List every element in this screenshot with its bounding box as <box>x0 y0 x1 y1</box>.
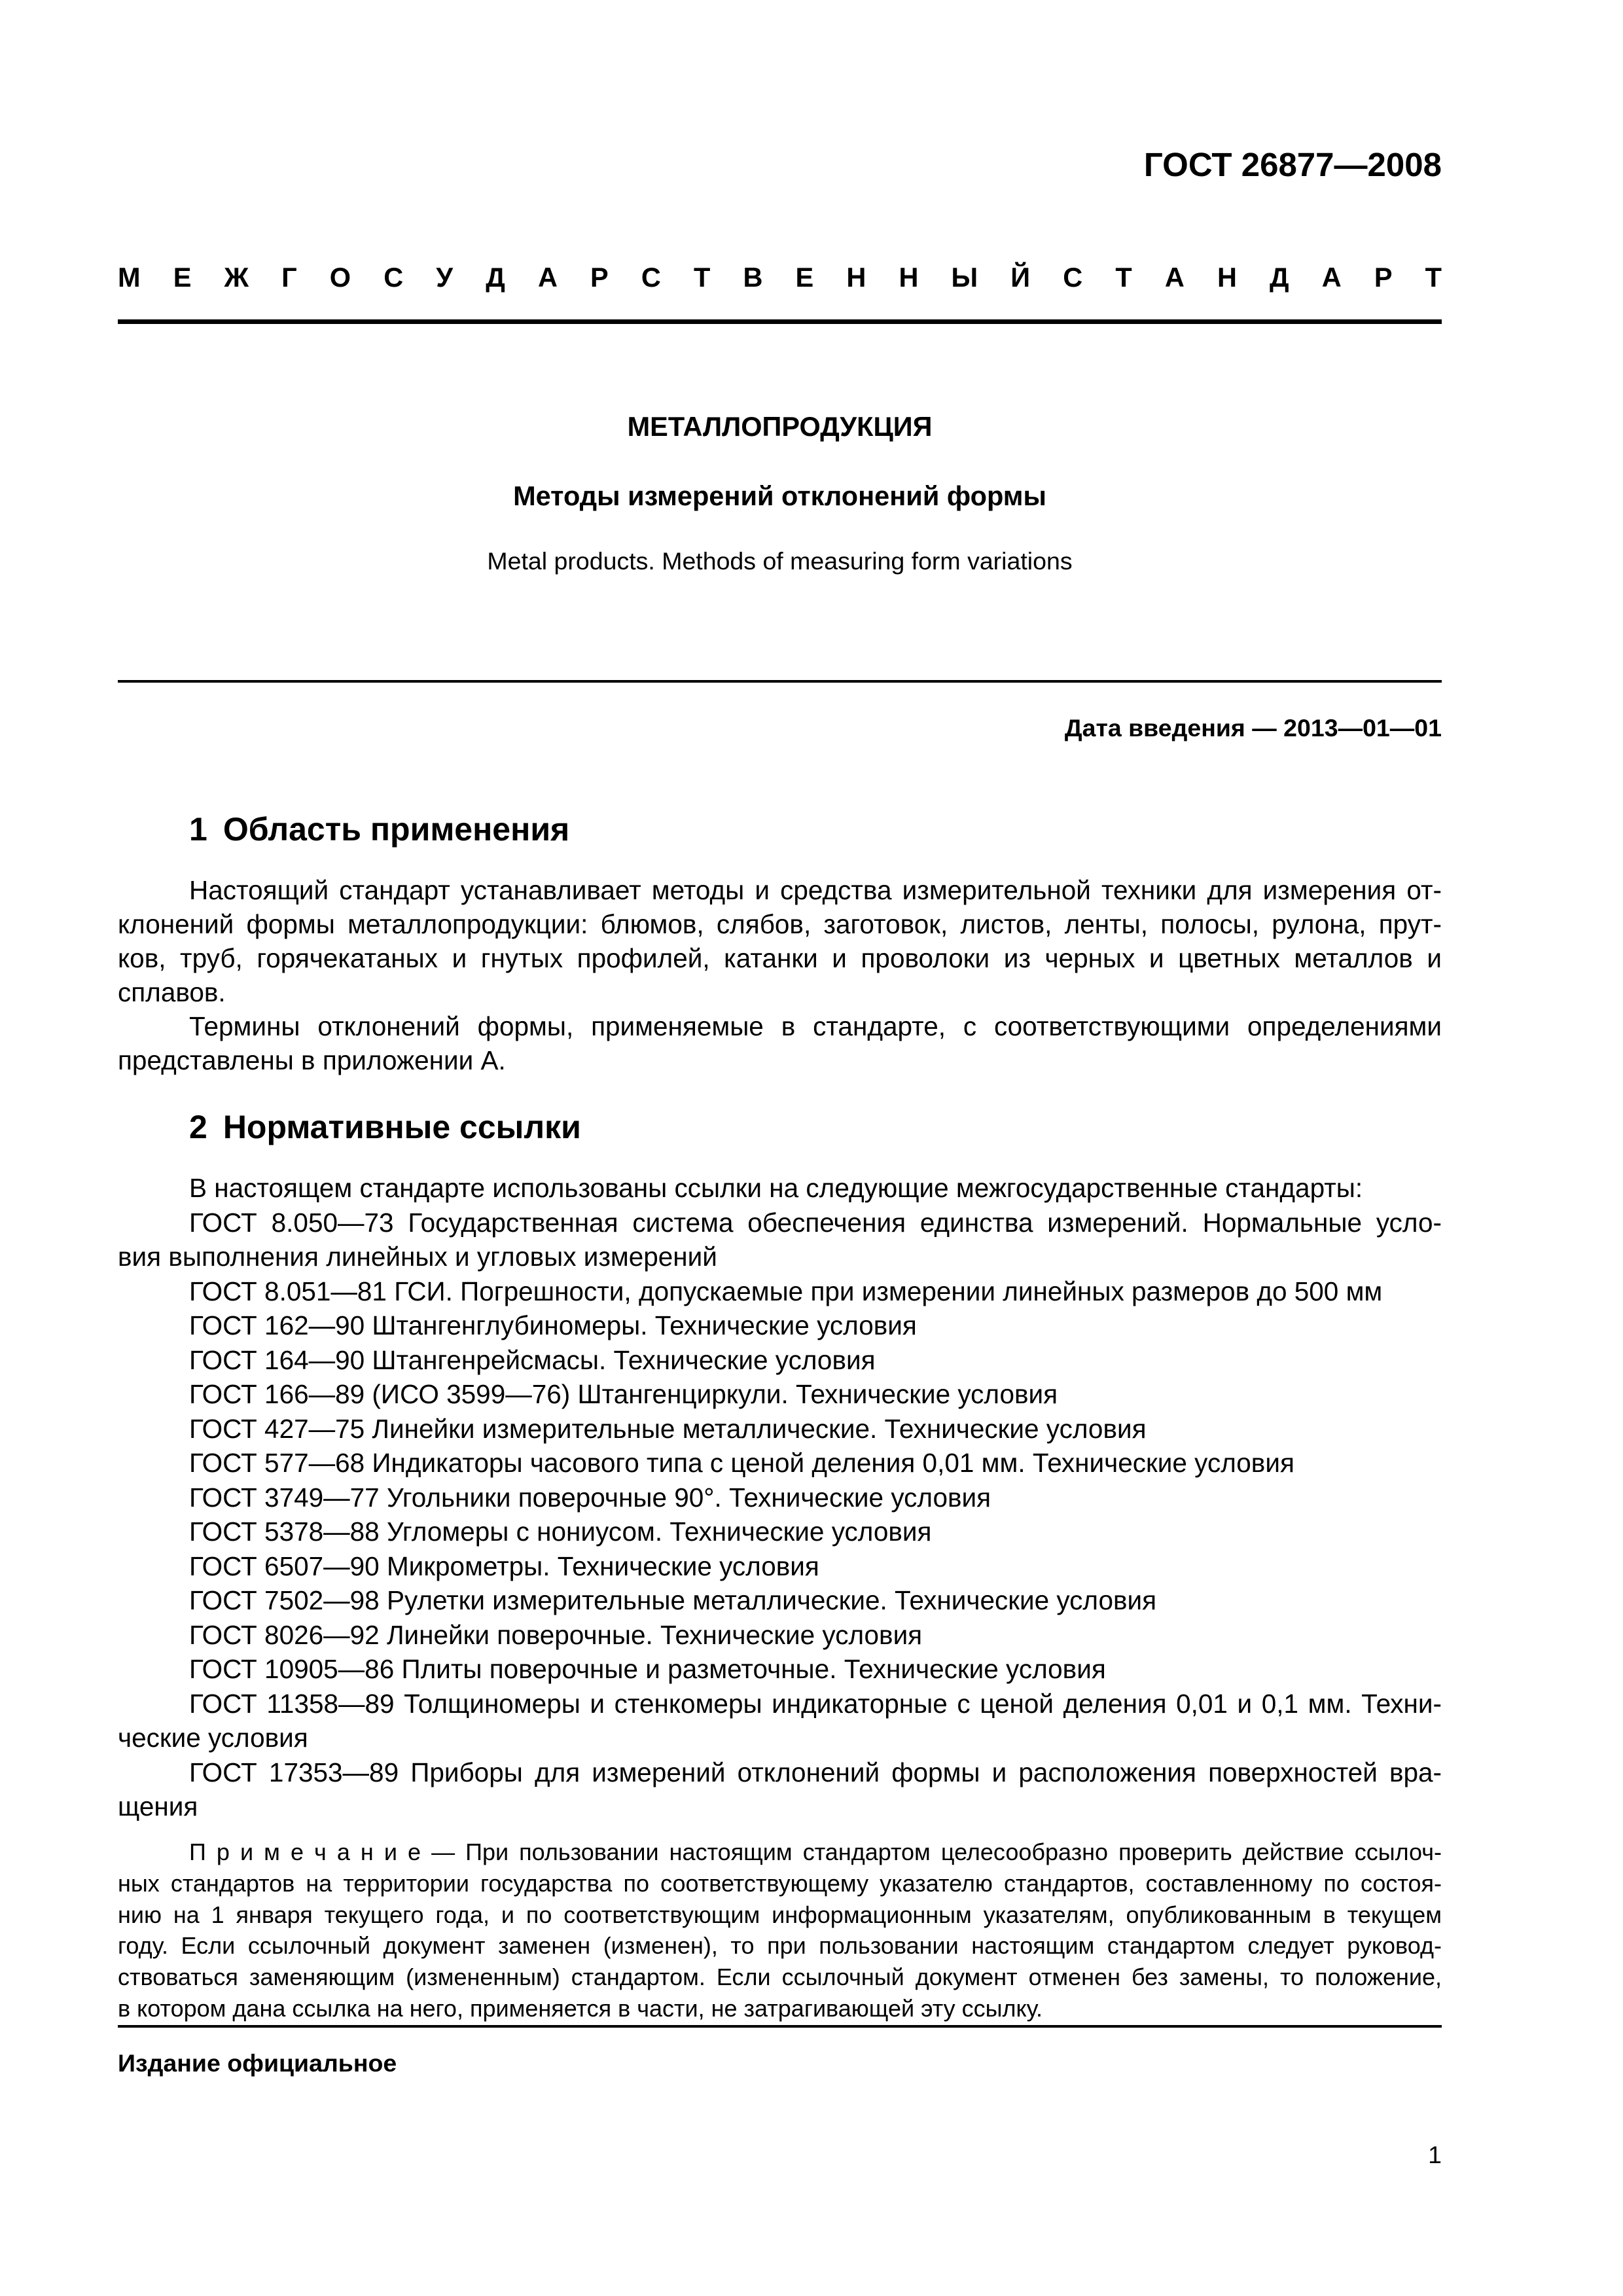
note-line: П р и м е ч а н и е — При пользовании настоящим стандартом целесообразно проверить действие ссылоч- <box>189 1839 1442 1865</box>
section-2-body <box>118 1171 1442 1824</box>
standard-type-banner: М Е Ж Г О С У Д А Р С Т В Е Н Н Ы Й С Т А Н Д А Р Т <box>118 262 1442 293</box>
text-line: представлены в приложении А. <box>118 1045 506 1075</box>
reference-item: ГОСТ 166—89 (ИСО 3599—76) Штангенциркули. Технические условия <box>189 1379 1058 1409</box>
reference-item: ГОСТ 164—90 Штангенрейсмасы. Технические условия <box>189 1344 876 1375</box>
document-subtitle: Методы измерений отклонений формы <box>513 480 1046 511</box>
note-line: в котором дана ссылка на него, применяется в части, не затрагивающей эту ссылку. <box>118 1994 1043 2022</box>
section-heading <box>118 810 1442 849</box>
reference-item <box>118 1755 1442 1824</box>
section-1-body <box>118 873 1442 1077</box>
note-line: ствоваться заменяющим (измененным) стандартом. Если ссылочный документ отменен без замены, то положение, <box>118 1964 1442 1991</box>
text-line: ческие условия <box>118 1723 308 1753</box>
paragraph <box>118 1009 1442 1077</box>
section-heading <box>118 1107 1442 1147</box>
reference-item: ГОСТ 577—68 Индикаторы часового типа с ценой деления 0,01 мм. Технические условия <box>189 1448 1294 1478</box>
reference-item: ГОСТ 6507—90 Микрометры. Технические условия <box>189 1551 819 1581</box>
reference-item: ГОСТ 10905—86 Плиты поверочные и разметочные. Технические условия <box>189 1654 1106 1684</box>
reference-item: ГОСТ 7502—98 Рулетки измерительные металлические. Технические условия <box>189 1585 1157 1615</box>
section-title: Нормативные ссылки <box>223 1109 581 1145</box>
text-line: ГОСТ 17353—89 Приборы для измерений отклонений формы и расположения поверхностей вра- <box>189 1757 1442 1787</box>
effective-date: Дата введения — 2013—01—01 <box>1064 714 1442 742</box>
reference-item <box>118 1687 1442 1755</box>
reference-item: ГОСТ 8026—92 Линейки поверочные. Технические условия <box>189 1619 923 1650</box>
edition-label: Издание официальное <box>118 2049 397 2077</box>
paragraph <box>118 873 1442 1009</box>
reference-item: ГОСТ 427—75 Линейки измерительные металлические. Технические условия <box>189 1413 1147 1444</box>
document-title: МЕТАЛЛОПРОДУКЦИЯ <box>627 411 933 442</box>
text-line: ГОСТ 11358—89 Толщиномеры и стенкомеры индикаторные с ценой деления 0,01 и 0,1 мм. Техни- <box>189 1688 1442 1719</box>
text-line: ков, труб, горячекатаных и гнутых профилей, катанки и проволоки из черных и цветных металлов и <box>118 943 1442 973</box>
reference-list <box>118 1206 1442 1824</box>
page-number: 1 <box>1428 2141 1442 2168</box>
text-line: щения <box>118 1791 198 1821</box>
section-number: 1 <box>189 811 207 848</box>
document-number: ГОСТ 26877—2008 <box>1143 146 1442 183</box>
text-line: клонений формы металлопродукции: блюмов, слябов, заготовок, листов, ленты, полосы, рулона, прут- <box>118 909 1442 939</box>
note-line: году. Если ссылочный документ заменен (изменен), то при пользовании настоящим стандартом следует руковод- <box>118 1932 1442 1960</box>
section-title: Область применения <box>223 811 570 848</box>
reference-item <box>118 1206 1442 1274</box>
header-rule <box>118 319 1442 324</box>
reference-item: ГОСТ 3749—77 Угольники поверочные 90°. Технические условия <box>189 1482 991 1513</box>
reference-item: ГОСТ 162—90 Штангенглубиномеры. Технические условия <box>189 1310 917 1340</box>
text-line: ГОСТ 8.050—73 Государственная система обеспечения единства измерений. Нормальные усло- <box>189 1207 1442 1238</box>
section-intro: В настоящем стандарте использованы ссылки на следующие межгосударственные стандарты: <box>189 1173 1363 1203</box>
text-line: Настоящий стандарт устанавливает методы и средства измерительной техники для измерения от- <box>189 875 1442 905</box>
note <box>118 1837 1442 2024</box>
text-line: сплавов. <box>118 977 226 1007</box>
note-line: нию на 1 января текущего года, и по соответствующим информационным указателям, опубликованным в текущем <box>118 1901 1442 1928</box>
text-line: вия выполнения линейных и угловых измерений <box>118 1242 717 1272</box>
text-line: Термины отклонений формы, применяемые в стандарте, с соответствующими определениями <box>189 1011 1442 1041</box>
title-rule <box>118 680 1442 683</box>
note-line: ных стандартов на территории государства по соответствующему указателю стандартов, составленному по состоя- <box>118 1869 1442 1897</box>
english-title: Metal products. Methods of measuring form variations <box>487 547 1073 575</box>
footer-rule <box>118 2025 1442 2028</box>
section-number: 2 <box>189 1109 207 1145</box>
reference-item: ГОСТ 5378—88 Угломеры с нониусом. Технические условия <box>189 1516 932 1547</box>
reference-item: ГОСТ 8.051—81 ГСИ. Погрешности, допускаемые при измерении линейных размеров до 500 мм <box>189 1276 1383 1306</box>
